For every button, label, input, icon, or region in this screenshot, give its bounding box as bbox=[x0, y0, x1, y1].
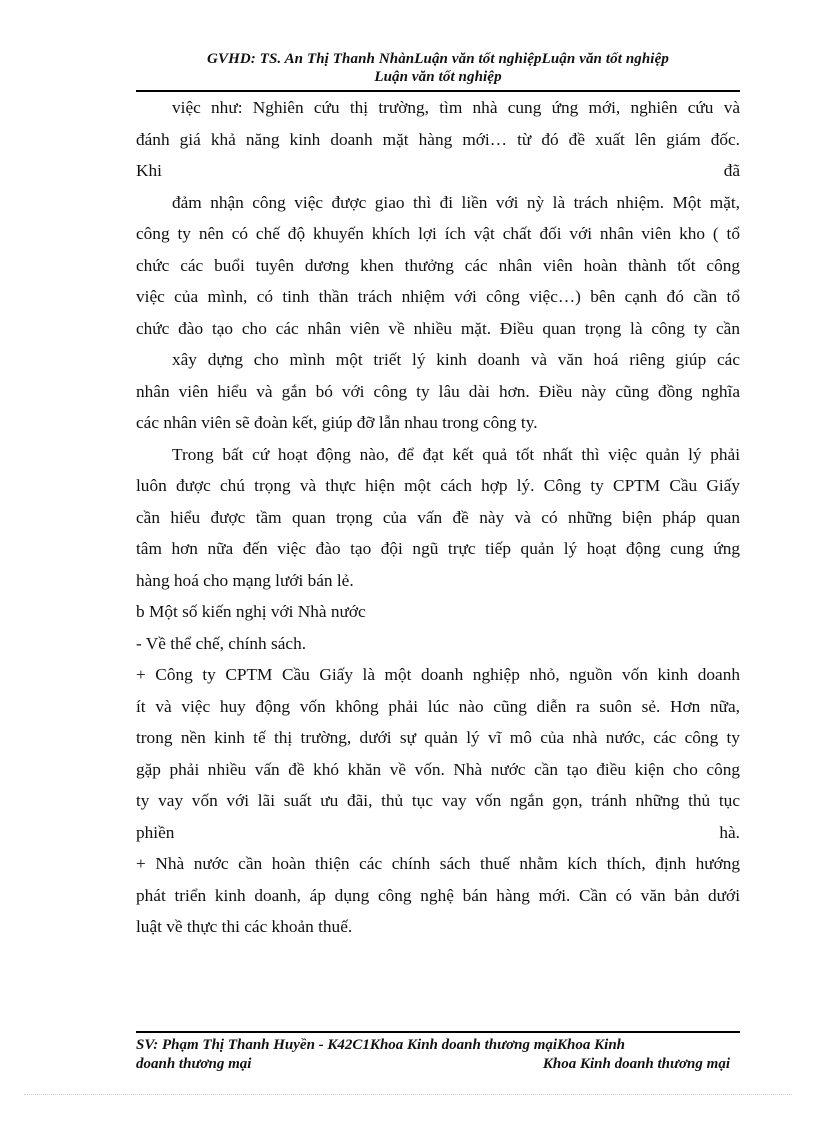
text-line: các nhân viên sẽ đoàn kết, giúp đỡ lẫn nhau trong công ty. bbox=[136, 413, 538, 432]
text-line: chức đào tạo cho các nhân viên về nhiều mặt. Điều quan trọng là công ty cần bbox=[136, 318, 740, 338]
text-line: việc như: Nghiên cứu thị trường, tìm nhà cung ứng mới, nghiên cứu và bbox=[172, 98, 740, 117]
text-line: luật về thực thi các khoản thuế. bbox=[136, 917, 353, 936]
text-line-split bbox=[136, 155, 740, 187]
text-line: đảm nhận công việc được giao thì đi liền với nỳ là trách nhiệm. Một mặt, bbox=[172, 192, 740, 212]
text-line-right: hà. bbox=[719, 822, 740, 842]
page-header bbox=[136, 50, 740, 86]
page-bottom-dotted-divider bbox=[24, 1094, 792, 1095]
text-line: phát triển kinh doanh, áp dụng công nghệ bán hàng mới. Cần có văn bản dưới bbox=[136, 885, 740, 905]
text-line: ty vay vốn với lãi suất ưu đãi, thủ tục vay vốn ngắn gọn, tránh những thủ tục bbox=[136, 791, 740, 810]
text-line: + Nhà nước cần hoàn thiện các chính sách thuế nhằm kích thích, định hướng bbox=[136, 854, 740, 873]
section-heading: b Một số kiến nghị với Nhà nước bbox=[136, 602, 366, 621]
text-line: + Công ty CPTM Cầu Giấy là một doanh nghiệp nhỏ, nguồn vốn kinh doanh bbox=[136, 665, 740, 684]
text-line: - Về thể chế, chính sách. bbox=[136, 633, 307, 653]
text-line: việc của mình, có tinh thần trách nhiệm với công việc…) bên cạnh đó cần tổ bbox=[136, 287, 740, 306]
text-line: chức các buổi tuyên dương khen thưởng các nhân viên hoàn thành tốt công bbox=[136, 255, 740, 275]
text-line: ít và việc huy động vốn không phải lúc nào cũng diễn ra suôn sẻ. Hơn nữa, bbox=[136, 696, 740, 716]
text-line: gặp phải nhiều vấn đề khó khăn về vốn. Nhà nước cần tạo điều kiện cho công bbox=[136, 759, 740, 779]
footer-line-2-right: Khoa Kinh doanh thương mại bbox=[542, 1056, 730, 1072]
text-line: Trong bất cứ hoạt động nào, để đạt kết quả tốt nhất thì việc quản lý phải bbox=[172, 444, 740, 464]
text-line: công ty nên có chế độ khuyến khích lợi ích vật chất đối với nhân viên kho ( tổ bbox=[136, 224, 740, 243]
text-line: cần hiểu được tầm quan trọng của vấn đề này và có những biện pháp quan bbox=[136, 507, 740, 527]
footer-line-1: SV: Phạm Thị Thanh Huyền - K42C1Khoa Kinh doanh thương mạiKhoa Kinh bbox=[136, 1037, 626, 1053]
header-line-2: Luận văn tốt nghiệp bbox=[374, 69, 502, 85]
text-line: tâm hơn nữa đến việc đào tạo đội ngũ trực tiếp quản lý hoạt động cung ứng bbox=[136, 539, 740, 558]
document-body bbox=[136, 92, 740, 943]
text-line: hàng hoá cho mạng lưới bán lẻ. bbox=[136, 570, 354, 590]
text-line: trong nền kinh tế thị trường, dưới sự quản lý vĩ mô của nhà nước, các công ty bbox=[136, 728, 740, 747]
text-line-split bbox=[136, 817, 740, 849]
text-line: đánh giá khả năng kinh doanh mặt hàng mới… từ đó đề xuất lên giám đốc. bbox=[136, 129, 740, 149]
text-line: luôn được chú trọng và thực hiện một cách hợp lý. Công ty CPTM Cầu Giấy bbox=[136, 476, 740, 495]
text-line: nhân viên hiểu và gắn bó với công ty lâu dài hơn. Điều này cũng đồng nghĩa bbox=[136, 381, 740, 401]
footer-rule bbox=[136, 1031, 740, 1033]
header-line-1: GVHD: TS. An Thị Thanh NhànLuận văn tốt nghiệpLuận văn tốt nghiệp bbox=[207, 51, 669, 67]
footer-line-2-left: doanh thương mại bbox=[136, 1056, 252, 1072]
text-line-left: Khi bbox=[136, 161, 162, 180]
page-footer bbox=[136, 1036, 740, 1074]
text-line-left: phiền bbox=[136, 822, 175, 842]
text-line-right: đã bbox=[723, 161, 740, 180]
text-line: xây dựng cho mình một triết lý kinh doanh và văn hoá riêng giúp các bbox=[172, 350, 740, 369]
